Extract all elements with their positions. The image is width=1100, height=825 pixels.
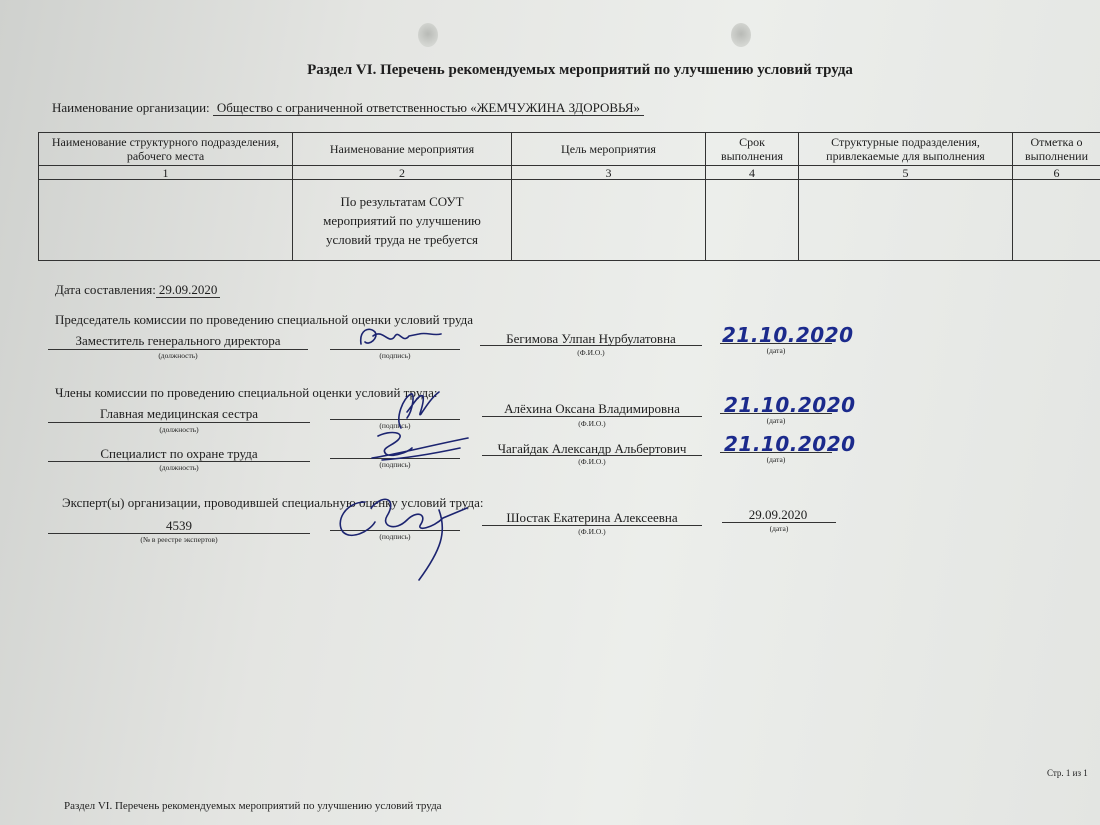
caption-signature: (подпись) [379,351,411,360]
expert-registry-number: 4539 [166,518,192,533]
table-cell [512,180,706,261]
table-header-cell: Цель мероприятия [512,133,706,166]
punch-hole [418,23,438,47]
expert-label: Эксперт(ы) организации, проводившей специальную оценку условий труда: [62,495,484,510]
caption-fio: (Ф.И.О.) [578,527,606,536]
caption-date: (дата) [766,346,786,355]
caption-position: (должность) [159,463,199,472]
member-date: 21.10.2020 [724,393,856,417]
organization-row [52,100,644,116]
members-label: Члены комиссии по проведению специальной оценки условий труда: [55,385,438,400]
member-fio: Алёхина Оксана Владимировна [504,401,680,416]
caption-fio: (Ф.И.О.) [578,419,606,428]
caption-signature: (подпись) [379,460,411,469]
table-header-row [39,133,1100,166]
underline [720,452,832,453]
caption-position: (должность) [158,351,198,360]
column-number: 6 [1013,166,1100,180]
table-cell [1013,180,1100,261]
member-date: 21.10.2020 [724,432,856,456]
column-number: 4 [706,166,799,180]
expert-signature [335,488,475,588]
table-cell-measure: По результатам СОУТ мероприятий по улучшению условий труда не требуется [293,180,512,261]
underline [720,343,832,344]
date-value: 29.09.2020 [156,282,221,298]
member-signature [368,428,473,464]
date-row [55,282,220,298]
table-header-cell: Структурные подразделения, привлекаемые для выполнения [799,133,1013,166]
underline [48,533,310,534]
expert-date: 29.09.2020 [748,507,808,522]
column-number: 2 [293,166,512,180]
chair-fio: Бегимова Улпан Нурбулатовна [506,331,676,346]
underline [720,413,832,414]
column-number: 1 [39,166,293,180]
caption-date: (дата) [769,524,789,533]
caption-fio: (Ф.И.О.) [577,348,605,357]
caption-signature: (подпись) [379,421,411,430]
caption-signature: (подпись) [379,532,411,541]
caption-fio: (Ф.И.О.) [578,457,606,466]
underline [482,416,702,417]
member-fio: Чагайдак Александр Альбертович [497,441,687,456]
punch-hole [731,23,751,47]
document-title: Раздел VI. Перечень рекомендуемых мероприятий по улучшению условий труда [307,62,853,78]
table-cell [706,180,799,261]
table-header-cell: Наименование мероприятия [293,133,512,166]
table-header-cell: Наименование структурного подразделения, рабочего места [39,133,293,166]
member-position: Главная медицинская сестра [100,406,258,421]
underline [48,349,308,350]
expert-fio: Шостак Екатерина Алексеевна [506,510,678,525]
chair-date: 21.10.2020 [722,323,854,347]
caption-date: (дата) [766,416,786,425]
caption-position: (должность) [159,425,199,434]
page-number: Стр. 1 из 1 [1047,768,1088,778]
underline [482,525,702,526]
underline [48,422,310,423]
underline [48,461,310,462]
table-cell [39,180,293,261]
chair-signature [355,322,445,354]
organization-name: Общество с ограниченной ответственностью «ЖЕМЧУЖИНА ЗДОРОВЬЯ» [213,100,644,116]
member-position: Специалист по охране труда [100,446,258,461]
underline [480,345,702,346]
table-cell [799,180,1013,261]
column-number: 3 [512,166,706,180]
table-header-cell: Отметка о выполнении [1013,133,1100,166]
organization-label: Наименование организации: [52,100,210,115]
underline [722,522,836,523]
underline [482,455,702,456]
table-number-row [39,166,1100,180]
caption-registry: (№ в реестре экспертов) [140,535,218,544]
table-row [39,180,1100,261]
table-header-cell: Срок выполнения [706,133,799,166]
measures-table [38,132,1100,261]
column-number: 5 [799,166,1013,180]
caption-date: (дата) [766,455,786,464]
date-label: Дата составления: [55,282,156,297]
page-footer: Раздел VI. Перечень рекомендуемых мероприятий по улучшению условий труда [64,800,442,812]
chair-position: Заместитель генерального директора [75,333,281,348]
chair-label: Председатель комиссии по проведению специальной оценки условий труда [55,312,474,327]
